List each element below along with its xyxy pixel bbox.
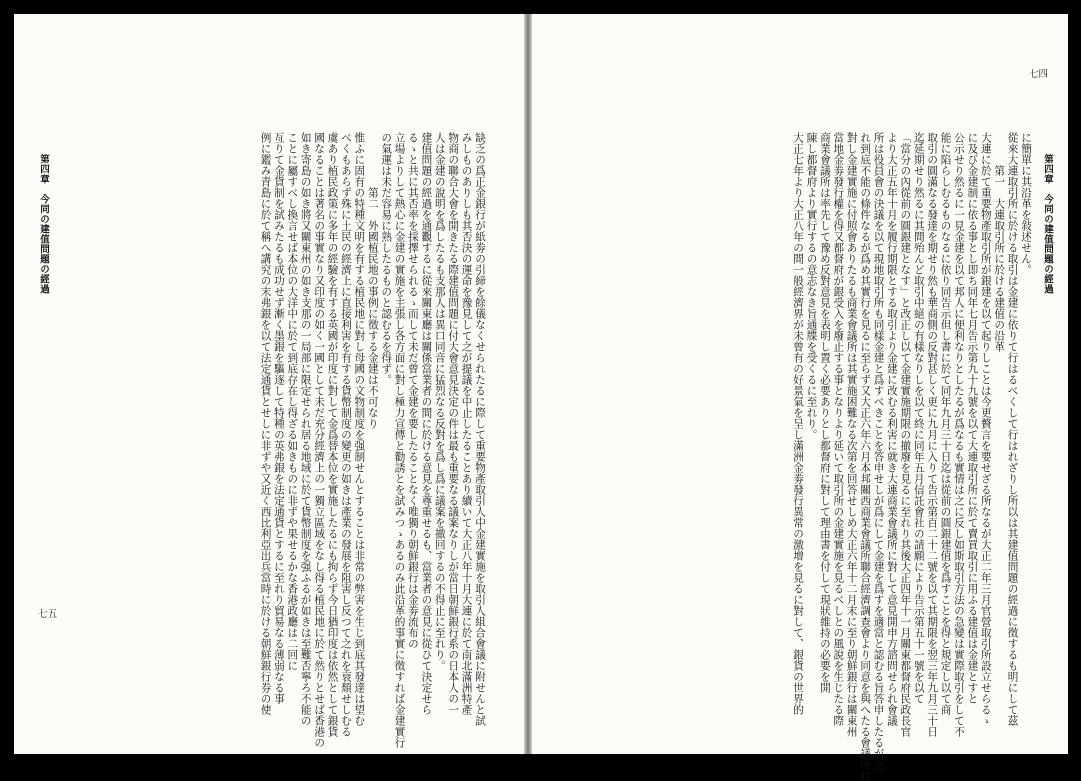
right-body-text: に簡單に其沿革を敍述せん。 從來大連取引所に於ける取引は金建に依りて行はるべくして行はれざりし所以は其建值問題の經過に徵するも明にして茲 第一 大連取引所に於ける建值の沿革 大連に於て重要物產取引所が銀建を以て起りしことは今更贅言を要せざる所なるが大正二年三月官營取引所設立せらるゝ に及び金建制に依る事とし即ち同年七月告示第九十九號を以て大連取引所に於て賣買取引に用ふる建值は金建とすと 公示せり然るに一見金建を以て邦人に便利なりとしたるが爲なるも實情は之に反し如斯取引方法の急變は實際取引をして不 能に陷らしむるものなるに依り同告示但し書に於て同年九月三十日迄は從前の圓銀建值を爲すことを得と規定し以て商 取引の圓滿なる發達を期せり然も華商側の反對甚しく更に九月に入りて告示第百二十二號を以て其期限を翌三年九月三十日 迄延期せり然るに其間殆んど取引中絕の有樣なりしを以て終に同年五月信託會社の請願により告示第五十一號を以て 「當分の內從前の圓銀建となす」と改正し以て金建實施期限の撤廢を見るに至れり其後大正四年十一月關東都督府民政長官 より大正五年十月を履行期限とする取引より金建に改むる利害に就き大連商業會議所に對して意見開申方諮問せられ會議 所は役員會の決議を以て現地取引所も同樣金建と爲すべきことを答申せしが爲にして金建を爲すを適當と認むる旨答申したるが之 れ到底不能の條件なるが爲め其實行を見るに至らず又大正六年六月本邦關西商業會議所聯合經濟調查會より同意を與へたる會議所に 對し金建實施に付照會ありたるも商業會議所は其實施困難なる次第を回答せしめ大正六年十二月末に至り朝鮮銀行は關東州 當地金劵發行權を得又都督府が銀受入を廢止する事となりより延いて取引所の金建實施を見るべしとの風說を生じたる際 商業會議所は率先して豫め反對意見を表明し置く必要ありとし都督府に對して理由書を付して現狀維持の必要を開 陳し都督府より實行するの意志なき旨通牒を受くるに至れり。 大正七年より大正八年の間一般經濟界が未曾有の好景氣を呈し滿洲金劵發行異常の激增を見るに對して、銀貨の世界的 xyxy=(792,132,1032,781)
left-page-number: 七五 xyxy=(38,609,58,620)
right-page-number: 七四 xyxy=(1028,69,1048,80)
left-page xyxy=(14,14,524,754)
right-running-head: 第四章 今同の建值問題の經過 xyxy=(1042,154,1053,294)
book-gutter xyxy=(524,14,532,754)
left-body-text: 缺乏の爲正金銀行が紙劵の引締を餘儀なくせられたるに際して重要物產取引人中金建實施を取引人組合會議に附せんと試 みしものありしも其否決の運命を豫見して之が提議を中止したることあり續いて大正八年十月大連に於て南北滿洲特產 物商の聯合大會を開きたる際建值問題に付大會意見決定の件は最も重要なる議案なりしが當日朝鮮銀行系の日本人の一 人は金建の說明を爲したるも支那人は異口同音に猛烈なる反對を爲し爲に議案を撤回するの不得止に至れり。 建值問題の經過を通觀するに從來關東廳は關係當業者の間に於ける意見を尊重せるも、當業者の意見に從ひて決定せら るゝと共に其否率を採擇せられるゝ而して未だ曾て金建を要したることなく唯獨り朝鮮銀行は金劵流布の 立場よりして熱心に金建の實施を主張し各方面に對し極力宣傳と勸誘とを試みつゝあるのみ此沿革的事實に徵すれば金建實行 の氣運は未だ容易に熟したるものと認むるを得ず。 第二 外國植民地の事例に徵する金建は不可なり 惟ふに固有の特種文明を有する植民地に對し母國の文物制度を强制せんとすることは非常の弊害を生じ到底其發達は望む べくもあらず殊に土民の經濟上に直接利害を有する貨幣制度の變更の如きは產業の發展を阻害し反つて之れを衰頹せしむる 虞あり植民政策に多年の經驗を有する英國が印度に對して金爲替本位を實施したるにも拘らず今日猶印度は依然として銀貨 國なることは著名の事實なり又印度の如く一國として未だ充分經濟上の一獨立區域をなし得る植民地に於て然りとせば香港の 如き寄島の如き將又關東州の如き支那の一局部に限定せられ居る地域に於て貨幣制度を强ふるが如きは至難否寧ろ不能の ことに屬すべし換言せば本位の大洋中に於て到底存在し得ざる如きものに非ずや果せるかな香港政廳は二回に 亙りて金貨制を試みたるも成功せず漸く墨銀を驅逐して特種の英弗銀を法定通貨とするに至れり貿易なる薄弱なる事 例に鑑み青島に於て稱へ講究の末弗銀を以て法定通貨とせしに非ずや又近く西比利亞出兵當時に於ける朝鮮銀行券の使 xyxy=(259,132,486,748)
left-running-head: 第四章 今同の建值問題の經過 xyxy=(38,154,49,294)
right-page xyxy=(532,14,1068,781)
